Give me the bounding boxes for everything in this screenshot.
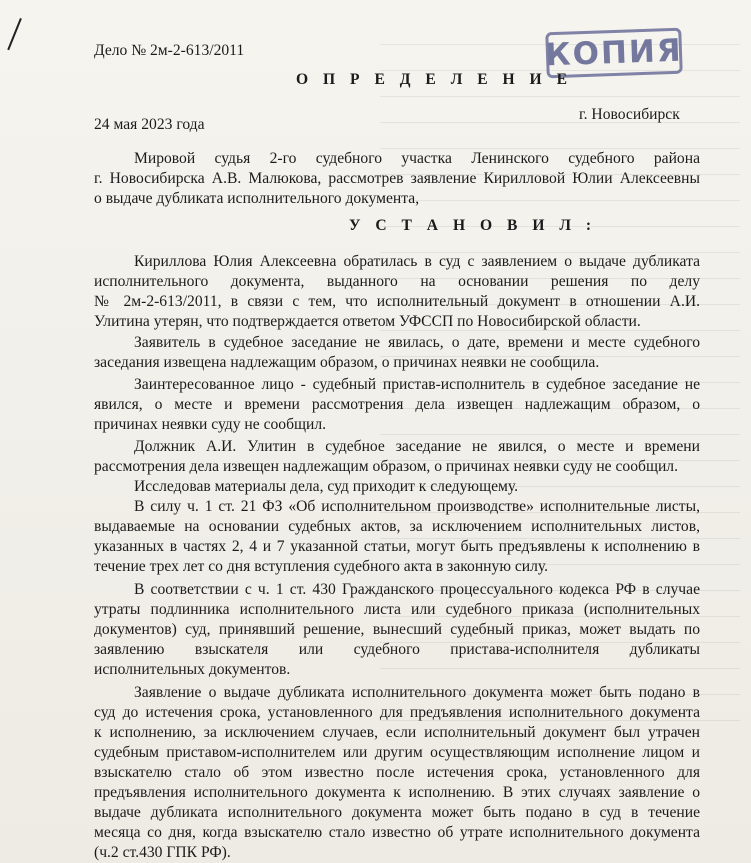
body-line: суд до истечения срока, установленного для предъявления исполнительного документа xyxy=(94,704,700,721)
body-line: рассмотрения дела извещен надлежащим образом, о причинах неявки суду не сообщил. xyxy=(94,458,678,475)
body-line: № 2м-2-613/2011, в связи с тем, что исполнительный документ в отношении А.И. xyxy=(94,293,700,310)
document-title: О П Р Е Д Е Л Е Н И Е xyxy=(296,71,573,88)
body-line: предъявления исполнительного документа к исполнению. В этих случаях заявление о xyxy=(94,784,700,801)
body-line: Заявитель в судебное заседание не явилась, о дате, времени и месте судебного xyxy=(134,334,700,351)
body-line: заявлению взыскателя или судебного пристава-исполнителя дубликаты xyxy=(94,641,700,658)
body-line: причинах неявки суду не сообщил. xyxy=(94,416,327,433)
body-line: выдаваемые на основании судебных актов, за исключением исполнительных листов, xyxy=(94,518,700,535)
body-line: взыскателю стало об этом известно после истечения срока, установленного для xyxy=(94,764,700,781)
body-line: исполнительного документа, выданного на основании решения по делу xyxy=(94,273,700,290)
handwritten-slash-mark xyxy=(7,18,22,50)
intro-line: Мировой судья 2-го судебного участка Ленинского судебного района xyxy=(134,150,700,167)
body-line: месяца со дня, когда взыскателю стало известно об утрате исполнительного документа xyxy=(94,824,700,841)
body-line: Заявление о выдаче дубликата исполнительного документа может быть подано в xyxy=(134,684,700,701)
body-line: течение трех лет со дня вступления судебного акта в законную силу. xyxy=(94,558,549,575)
case-number: Дело № 2м-2-613/2011 xyxy=(94,42,245,59)
body-line: Кириллова Юлия Алексеевна обратилась в суд с заявлением о выдаче дубликата xyxy=(134,253,700,270)
body-line: заседания извещена надлежащим образом, о причинах неявки не сообщила. xyxy=(94,354,600,371)
body-line: указанных в частях 2, 4 и 7 указанной статьи, могут быть предъявлены к исполнению в xyxy=(94,538,700,555)
body-line: Исследовав материалы дела, суд приходит к следующему. xyxy=(134,478,518,495)
document-date: 24 мая 2023 года xyxy=(94,116,205,133)
body-line: Должник А.И. Улитин в судебное заседание не явился, о месте и времени xyxy=(134,438,700,455)
body-line: явился, о месте и времени рассмотрения дела извещен надлежащим образом, о xyxy=(94,396,700,413)
intro-line: г. Новосибирска А.В. Малюкова, рассмотрев заявление Кирилловой Юлии Алексеевны xyxy=(94,170,700,187)
body-line: судебным приставом-исполнителем или другим осуществляющим исполнение лицом и xyxy=(94,744,700,761)
body-line: (ч.2 ст.430 ГПК РФ). xyxy=(94,844,231,861)
body-line: к исполнению, за исключением случаев, если исполнительный документ был утрачен xyxy=(94,724,700,741)
body-line: Улитина утерян, что подтверждается ответом УФССП по Новосибирской области. xyxy=(94,313,641,330)
body-line: утраты подлинника исполнительного листа или судебного приказа (исполнительных xyxy=(94,601,700,618)
document-city: г. Новосибирск xyxy=(579,106,680,123)
copy-stamp: КОПИЯ xyxy=(545,28,683,79)
body-line: документов) суд, принявший решение, вынесший судебный приказ, может выдать по xyxy=(94,621,700,638)
section-title: У С Т А Н О В И Л : xyxy=(349,217,597,234)
body-line: выдаче дубликата исполнительного документа может быть подано в суд в течение xyxy=(94,804,700,821)
body-line: исполнительных документов. xyxy=(94,661,291,678)
body-line: В соответствии с ч. 1 ст. 430 Гражданского процессуального кодекса РФ в случае xyxy=(134,581,700,598)
intro-line: о выдаче дубликата исполнительного документа, xyxy=(94,190,420,207)
body-line: Заинтересованное лицо - судебный пристав-исполнитель в судебное заседание не xyxy=(134,376,700,393)
body-line: В силу ч. 1 ст. 21 ФЗ «Об исполнительном производстве» исполнительные листы, xyxy=(134,498,700,515)
